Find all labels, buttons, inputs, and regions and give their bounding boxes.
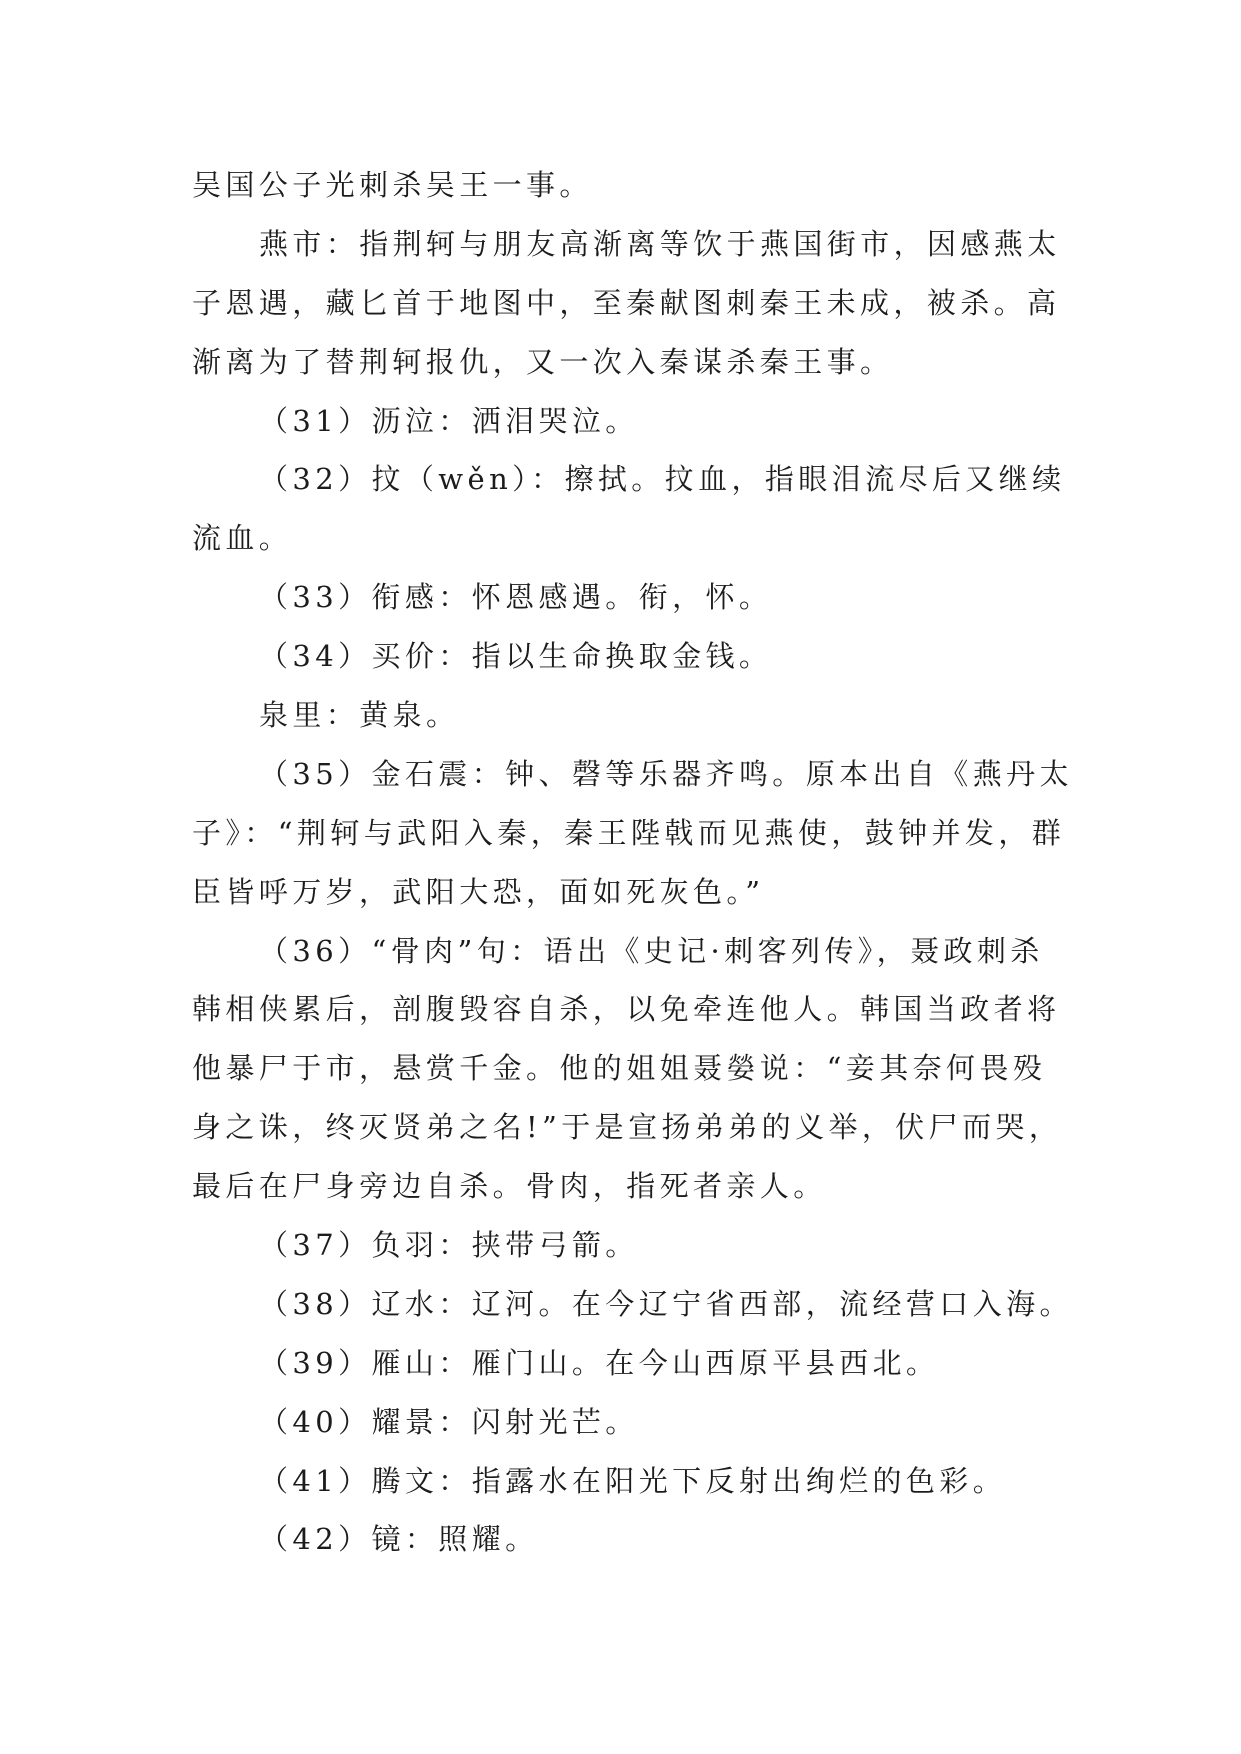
note-34 xyxy=(192,627,1152,686)
text-line: （39）雁山：雁门山。在今山西原平县西北。 xyxy=(259,1345,940,1380)
text-line: （31）沥泣：洒泪哭泣。 xyxy=(259,403,639,438)
text-line: （34）买价：指以生命换取金钱。 xyxy=(259,639,773,674)
text-line: 泉里：黄泉。 xyxy=(259,698,460,733)
text-line: 燕市：指荆轲与朋友高渐离等饮于燕国街市，因感燕太 xyxy=(259,226,1061,261)
text-line: 最后在尸身旁边自杀。骨肉，指死者亲人。 xyxy=(192,1169,827,1204)
text-line: （33）衔感：怀恩感遇。衔，怀。 xyxy=(259,580,773,615)
note-31 xyxy=(192,392,1152,451)
note-38 xyxy=(192,1275,1152,1334)
text-line: （35）金石震：钟、磬等乐器齐鸣。原本出自《燕丹太 xyxy=(259,756,1073,791)
text-line: 臣皆呼万岁，武阳大恐，面如死灰色。” xyxy=(192,874,765,909)
text-line: （41）腾文：指露水在阳光下反射出绚烂的色彩。 xyxy=(259,1463,1007,1498)
text-line: 韩相侠累后，剖腹毁容自杀，以免牵连他人。韩国当政者将 xyxy=(192,992,1061,1027)
text-line: 渐离为了替荆轲报仇，又一次入秦谋杀秦王事。 xyxy=(192,344,894,379)
text-line: 流血。 xyxy=(192,521,293,556)
text-line: （36）“骨肉”句：语出《史记·刺客列传》，聂政刺杀 xyxy=(259,933,1044,968)
text-line: 子恩遇，藏匕首于地图中，至秦献图刺秦王未成，被杀。高 xyxy=(192,285,1061,320)
text-line: （32）抆（wěn）：擦拭。抆血，指眼泪流尽后又继续 xyxy=(259,462,1066,497)
note-yanshi xyxy=(192,215,1152,392)
note-continuation xyxy=(192,156,1152,215)
text-line: （40）耀景：闪射光芒。 xyxy=(259,1404,639,1439)
note-37 xyxy=(192,1216,1152,1275)
text-line: 身之诛，终灭贤弟之名!”于是宣扬弟弟的义举，伏尸而哭， xyxy=(192,1110,1063,1145)
annotation-text xyxy=(192,156,1152,1569)
note-33 xyxy=(192,568,1152,627)
note-quanli xyxy=(192,686,1152,745)
text-line: 他暴尸于市，悬赏千金。他的姐姐聂嫈说：“妾其奈何畏殁 xyxy=(192,1051,1047,1086)
text-line: 吴国公子光刺杀吴王一事。 xyxy=(192,168,593,202)
note-36 xyxy=(192,922,1152,1216)
note-40 xyxy=(192,1393,1152,1452)
text-line: （42）镜：照耀。 xyxy=(259,1522,539,1557)
text-line: （37）负羽：挟带弓箭。 xyxy=(259,1228,639,1263)
note-41 xyxy=(192,1452,1152,1511)
note-39 xyxy=(192,1334,1152,1393)
text-line: 子》：“荆轲与武阳入秦，秦王陛戟而见燕使，鼓钟并发，群 xyxy=(192,815,1066,850)
note-35 xyxy=(192,745,1152,922)
note-42 xyxy=(192,1510,1152,1569)
text-line: （38）辽水：辽河。在今辽宁省西部，流经营口入海。 xyxy=(259,1286,1073,1321)
note-32 xyxy=(192,450,1152,568)
